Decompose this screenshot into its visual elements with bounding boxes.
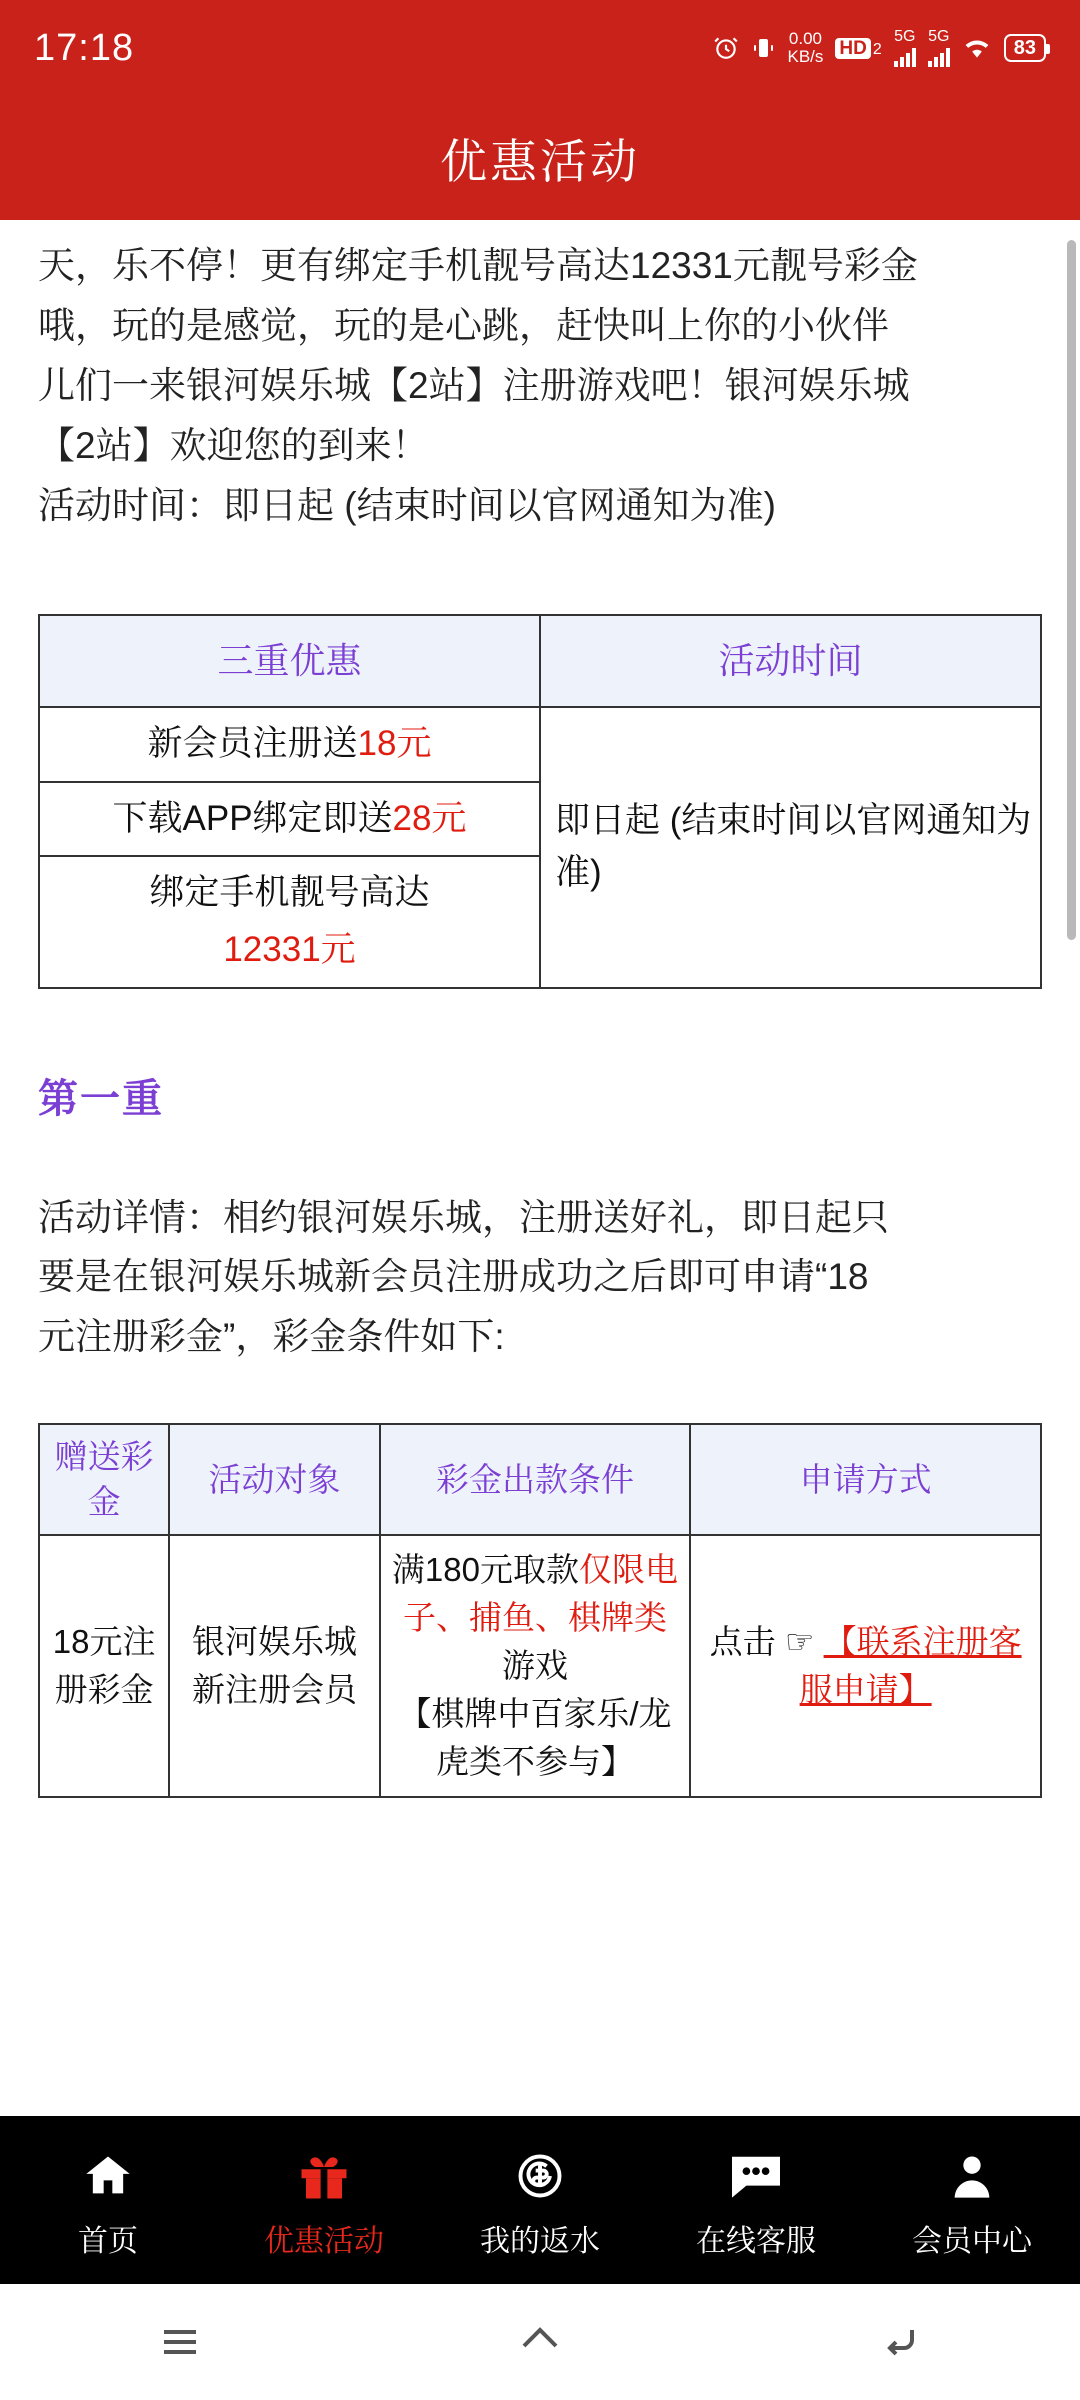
nav-label-support: 在线客服 xyxy=(696,2225,816,2258)
vertical-scrollbar[interactable] xyxy=(1067,240,1076,940)
sim1-signal-bars xyxy=(894,47,916,67)
condition-text-2: 游戏 xyxy=(501,1647,568,1685)
contact-service-link[interactable]: 【联系注册客服申请】 xyxy=(799,1623,1022,1709)
nav-item-support[interactable] xyxy=(648,2146,864,2260)
vibrate-icon xyxy=(751,35,775,61)
triple-offer-table xyxy=(38,614,1042,989)
intro-line-4: 【2站】欢迎您的到来！ xyxy=(38,424,429,466)
nav-label-promotions: 优惠活动 xyxy=(264,2225,384,2258)
nav-label-member: 会员中心 xyxy=(912,2225,1032,2258)
bonus-cell: 18元注册彩金 xyxy=(39,1535,169,1796)
bonus-detail-table xyxy=(38,1423,1042,1797)
apply-prefix: 点击 xyxy=(709,1623,776,1661)
nav-item-home[interactable] xyxy=(0,2146,216,2260)
rebate-icon xyxy=(512,2146,568,2206)
home-outline-icon[interactable] xyxy=(516,2318,564,2366)
intro-line-3: 儿们一来银河娱乐城【2站】注册游戏吧！银河娱乐城 xyxy=(38,364,910,406)
apply-cell xyxy=(690,1535,1041,1796)
article-content[interactable] xyxy=(0,220,1080,2116)
wifi-icon xyxy=(962,36,992,60)
offer-amount-3: 12331元 xyxy=(223,930,356,970)
signal-sim1 xyxy=(894,29,916,67)
offer-time-cell: 即日起 (结束时间以官网通知为准) xyxy=(540,707,1041,988)
condition-text-3: 【棋牌中百家乐/龙虎类不参与】 xyxy=(398,1694,672,1780)
condition-cell xyxy=(380,1535,691,1796)
intro-paragraph xyxy=(38,236,1042,536)
sim2-network-label: 5G xyxy=(928,28,950,45)
hd-indicator xyxy=(835,38,881,59)
offer-amount-2: 28元 xyxy=(392,798,467,838)
col-header-condition: 彩金出款条件 xyxy=(380,1424,691,1535)
col-header-offers: 三重优惠 xyxy=(39,615,540,707)
hd-label: HD xyxy=(835,38,870,59)
detail-paragraph xyxy=(38,1188,1042,1368)
condition-highlight: 仅限电子、捕鱼、棋牌类 xyxy=(402,1551,678,1637)
intro-line-1: 天，乐不停！更有绑定手机靓号高达12331元靓号彩金 xyxy=(38,245,918,286)
detail-line-2: 要是在银河娱乐城新会员注册成功之后即可申请“18 xyxy=(38,1256,869,1298)
offer-cell-2 xyxy=(39,782,540,857)
offer-cell-1 xyxy=(39,707,540,782)
data-rate-value: 0.00 xyxy=(788,29,822,49)
offer-text-3: 绑定手机靓号高达 xyxy=(149,873,430,913)
table-header-row xyxy=(39,1424,1041,1535)
nav-item-rebate[interactable] xyxy=(432,2146,648,2260)
nav-item-promotions[interactable] xyxy=(216,2146,432,2260)
nav-label-home: 首页 xyxy=(78,2225,138,2258)
hd-sim-number: 2 xyxy=(872,40,882,58)
detail-line-1: 活动详情：相约银河娱乐城，注册送好礼，即日起只 xyxy=(38,1196,889,1238)
table-row xyxy=(39,707,1041,782)
nav-item-member[interactable] xyxy=(864,2146,1080,2260)
offer-text-1: 新会员注册送 xyxy=(147,724,358,763)
col-header-bonus: 赠送彩金 xyxy=(39,1424,169,1535)
battery-indicator: 83 xyxy=(1004,34,1046,62)
target-cell: 银河娱乐城新注册会员 xyxy=(169,1535,379,1796)
alarm-icon xyxy=(713,35,739,61)
col-header-apply: 申请方式 xyxy=(690,1424,1041,1535)
pointing-hand-icon: ☞ xyxy=(784,1623,815,1661)
intro-line-2: 哦，玩的是感觉，玩的是心跳，赶快叫上你的小伙伴 xyxy=(38,304,889,346)
section-title: 第一重 xyxy=(38,1076,164,1121)
data-rate-indicator xyxy=(787,30,823,66)
signal-sim2 xyxy=(928,29,950,67)
back-arrow-icon[interactable] xyxy=(876,2318,924,2366)
bottom-navigation xyxy=(0,2116,1080,2284)
status-bar xyxy=(0,0,1080,96)
app-header xyxy=(0,96,1080,220)
menu-icon[interactable] xyxy=(156,2318,204,2366)
table-header-row xyxy=(39,615,1041,707)
table-row xyxy=(39,1535,1041,1796)
home-icon xyxy=(80,2146,136,2206)
col-header-time: 活动时间 xyxy=(540,615,1041,707)
data-rate-unit: KB/s xyxy=(787,47,824,66)
offer-cell-3 xyxy=(39,856,540,987)
status-icons xyxy=(713,29,1046,67)
offer-amount-1: 18元 xyxy=(357,724,432,763)
page-title: 优惠活动 xyxy=(440,134,640,188)
gift-icon xyxy=(296,2146,352,2206)
sim1-network-label: 5G xyxy=(894,28,916,45)
offer-text-2: 下载APP绑定即送 xyxy=(112,798,393,838)
sim2-signal-bars xyxy=(928,47,950,67)
condition-text-1: 满180元取款 xyxy=(391,1551,579,1589)
detail-line-3: 元注册彩金”，彩金条件如下: xyxy=(38,1316,505,1358)
system-navigation-bar xyxy=(0,2284,1080,2400)
activity-time-line: 活动时间：即日起 (结束时间以官网通知为准) xyxy=(38,484,776,526)
status-clock: 17:18 xyxy=(34,26,135,69)
user-icon xyxy=(946,2146,998,2206)
col-header-target: 活动对象 xyxy=(169,1424,379,1535)
nav-label-rebate: 我的返水 xyxy=(480,2225,600,2258)
chat-icon xyxy=(727,2146,785,2206)
